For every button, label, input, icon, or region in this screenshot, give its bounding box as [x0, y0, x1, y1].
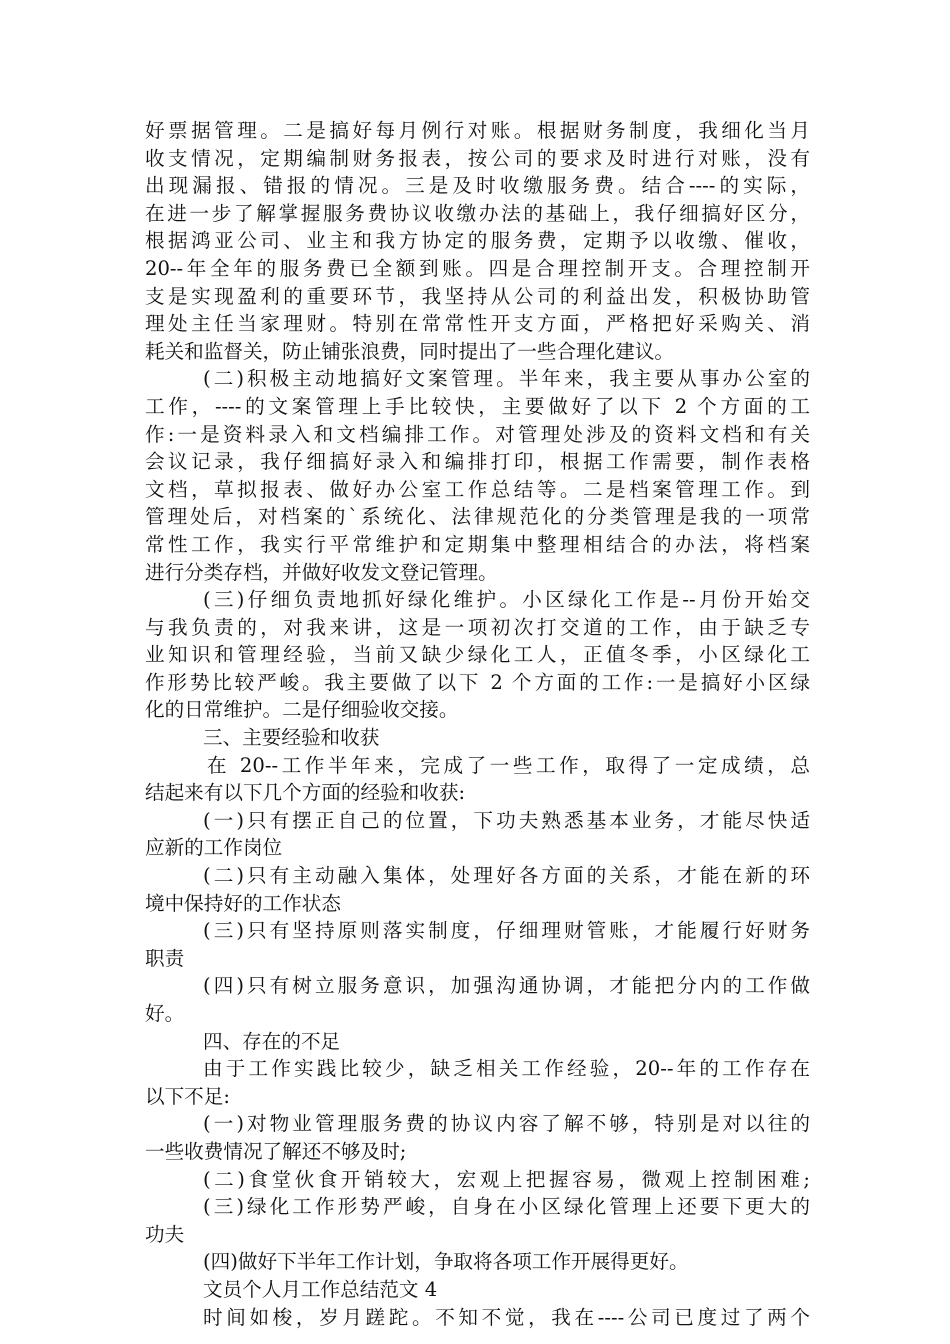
text-line: (三)绿化工作形势严峻，自身在小区绿化管理上还要下更大的 — [203, 1195, 810, 1219]
text-line: 由于工作实践比较少，缺乏相关工作经验，20--年的工作存在 — [203, 1057, 810, 1081]
text-line: 文员个人月工作总结范文 4 — [203, 1277, 438, 1301]
text-line: 管理处后，对档案的`系统化、法律规范化的分类管理是我的一项常 — [145, 505, 810, 529]
text-line: (二)食堂伙食开销较大，宏观上把握容易，微观上控制困难; — [203, 1167, 810, 1191]
text-line: 结起来有以下几个方面的经验和收获: — [145, 781, 466, 805]
text-line: 好票据管理。二是搞好每月例行对账。根据财务制度，我细化当月 — [145, 119, 810, 142]
text-line: (三)仔细负责地抓好绿化维护。小区绿化工作是--月份开始交 — [203, 588, 810, 612]
text-line: 四、存在的不足 — [203, 1029, 341, 1053]
text-line: 常性工作，我实行平常维护和定期集中整理相结合的办法，将档案 — [145, 532, 810, 556]
text-line: (一)对物业管理服务费的协议内容了解不够，特别是对以往的 — [203, 1112, 810, 1136]
text-line: 耗关和监督关，防止铺张浪费，同时提出了一些合理化建议。 — [145, 339, 675, 363]
text-line: (一)只有摆正自己的位置，下功夫熟悉基本业务，才能尽快适 — [203, 808, 810, 832]
text-line: 根据鸿亚公司、业主和我方协定的服务费，定期予以收缴、催收， — [145, 229, 810, 253]
text-line: 应新的工作岗位 — [145, 836, 283, 860]
document-body — [145, 117, 810, 1331]
text-line: 文档，草拟报表、做好办公室工作总结等。二是档案管理工作。到 — [145, 477, 810, 501]
text-line: 在进一步了解掌握服务费协议收缴办法的基础上，我仔细搞好区分， — [145, 201, 810, 225]
text-line: 境中保持好的工作状态 — [145, 891, 341, 915]
text-line: 会议记录，我仔细搞好录入和编排打印，根据工作需要，制作表格 — [145, 450, 810, 474]
text-line: 以下不足: — [145, 1084, 230, 1108]
text-line: (四)只有树立服务意识，加强沟通协调，才能把分内的工作做 — [203, 974, 810, 998]
text-line: (四)做好下半年工作计划，争取将各项工作开展得更好。 — [203, 1250, 689, 1274]
text-line: 20--年全年的服务费已全额到账。四是合理控制开支。合理控制开 — [145, 256, 810, 280]
text-line: 职责 — [145, 946, 185, 970]
text-line: 业知识和管理经验，当前又缺少绿化工人，正值冬季，小区绿化工 — [145, 643, 810, 667]
text-line: 收支情况，定期编制财务报表，按公司的要求及时进行对账，没有 — [145, 146, 810, 170]
text-line: 工作，----的文案管理上手比较快，主要做好了以下 2 个方面的工 — [145, 394, 810, 418]
text-line: 化的日常维护。二是仔细验收交接。 — [145, 698, 459, 722]
text-line: 在 20--工作半年来，完成了一些工作，取得了一定成绩，总 — [207, 753, 810, 777]
text-line: 一些收费情况了解还不够及时; — [145, 1139, 407, 1163]
text-line: 进行分类存档，并做好收发文登记管理。 — [145, 560, 498, 584]
text-line: 支是实现盈利的重要环节，我坚持从公司的利益出发，积极协助管 — [145, 284, 810, 308]
text-line: 好。 — [145, 1002, 185, 1025]
text-line: 与我负责的，对我来讲，这是一项初次打交道的工作，由于缺乏专 — [145, 615, 810, 639]
text-line: 作:一是资料录入和文档编排工作。对管理处涉及的资料文档和有关 — [145, 422, 810, 446]
text-line: 出现漏报、错报的情况。三是及时收缴服务费。结合----的实际， — [145, 174, 810, 198]
text-line: 理处主任当家理财。特别在常常性开支方面，严格把好采购关、消 — [145, 312, 810, 336]
text-line: 功夫 — [145, 1222, 185, 1246]
text-line: 时间如梭，岁月蹉跎。不知不觉，我在----公司已度过了两个 — [203, 1305, 810, 1329]
text-line: (二)积极主动地搞好文案管理。半年来，我主要从事办公室的 — [203, 367, 810, 391]
text-line: (二)只有主动融入集体，处理好各方面的关系，才能在新的环 — [203, 864, 810, 888]
text-line: (三)只有坚持原则落实制度，仔细理财管账，才能履行好财务 — [203, 919, 810, 943]
text-line: 三、主要经验和收获 — [203, 726, 380, 750]
text-line: 作形势比较严峻。我主要做了以下 2 个方面的工作:一是搞好小区绿 — [145, 670, 810, 694]
